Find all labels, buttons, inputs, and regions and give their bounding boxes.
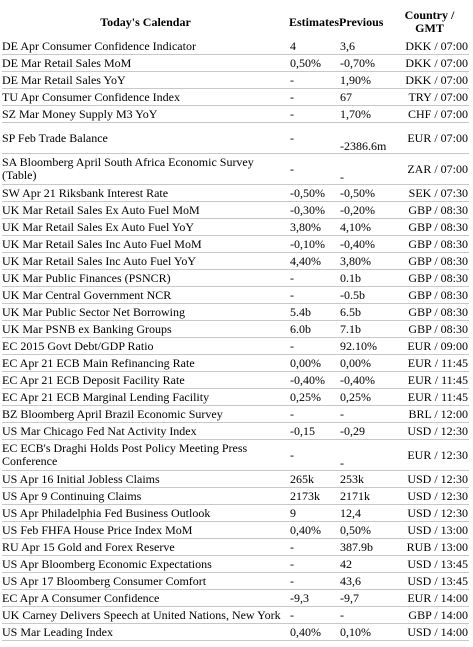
country-time-cell: BRL / 12:00 [390,406,469,423]
table-header-row [2,6,469,38]
event-cell: US Apr 16 Initial Jobless Claims [2,471,289,488]
table-row [2,389,469,406]
previous-cell: -0,20% [339,202,390,219]
country-time-cell: CHF / 07:00 [390,106,469,123]
table-row [2,607,469,624]
estimate-cell: - [289,287,339,304]
event-cell: EC 2015 Govt Debt/GDP Ratio [2,338,289,355]
table-row [2,539,469,556]
previous-cell: - [339,154,390,185]
estimate-cell: 2173k [289,488,339,505]
event-cell: SW Apr 21 Riksbank Interest Rate [2,185,289,202]
table-row [2,505,469,522]
country-time-cell: GBP / 08:30 [390,202,469,219]
estimate-cell: -9,3 [289,590,339,607]
event-cell: DE Apr Consumer Confidence Indicator [2,38,289,55]
event-cell: UK Mar Public Sector Net Borrowing [2,304,289,321]
estimate-cell: - [289,406,339,423]
estimate-cell: 0,00% [289,355,339,372]
event-cell: UK Carney Delivers Speech at United Nations, New York [2,607,289,624]
country-time-cell: RUB / 13:00 [390,539,469,556]
previous-cell: 0,25% [339,389,390,406]
estimate-cell: 5.4b [289,304,339,321]
table-row [2,106,469,123]
estimate-cell: - [289,154,339,185]
event-cell: US Mar Leading Index [2,624,289,641]
table-row [2,556,469,573]
previous-cell: 387.9b [339,539,390,556]
country-time-cell: USD / 14:00 [390,624,469,641]
table-row [2,154,469,185]
table-row [2,321,469,338]
event-cell: US Apr 17 Bloomberg Consumer Comfort [2,573,289,590]
estimate-cell: 0,40% [289,624,339,641]
event-cell: UK Mar Retail Sales Ex Auto Fuel MoM [2,202,289,219]
event-cell: DE Mar Retail Sales MoM [2,55,289,72]
country-time-cell: GBP / 08:30 [390,219,469,236]
estimate-cell: -0,50% [289,185,339,202]
event-cell: SP Feb Trade Balance [2,123,289,154]
event-cell: SA Bloomberg April South Africa Economic Survey (Table) [2,154,289,185]
header-country-gmt [390,6,469,38]
table-row [2,123,469,154]
event-cell: UK Mar Retail Sales Inc Auto Fuel MoM [2,236,289,253]
estimate-cell: 0,25% [289,389,339,406]
event-cell: EC Apr 21 ECB Main Refinancing Rate [2,355,289,372]
event-cell: UK Mar Retail Sales Ex Auto Fuel YoY [2,219,289,236]
estimate-cell: 4,40% [289,253,339,270]
event-cell: DE Mar Retail Sales YoY [2,72,289,89]
table-row [2,488,469,505]
event-cell: EC Apr 21 ECB Deposit Facility Rate [2,372,289,389]
table-row [2,372,469,389]
country-time-cell: EUR / 11:45 [390,355,469,372]
previous-cell: -0,29 [339,423,390,440]
estimate-cell: -0,15 [289,423,339,440]
previous-cell: 3,80% [339,253,390,270]
country-time-cell: ZAR / 07:00 [390,154,469,185]
header-event: Today's Calendar [100,14,191,29]
country-time-cell: EUR / 11:45 [390,372,469,389]
table-row [2,287,469,304]
estimate-cell: - [289,270,339,287]
previous-cell: 42 [339,556,390,573]
event-cell: US Apr Philadelphia Fed Business Outlook [2,505,289,522]
table-row [2,89,469,106]
table-row [2,270,469,287]
header-country-line2: GMT [415,21,444,35]
previous-cell: 7.1b [339,321,390,338]
header-country-line1: Country / [404,8,455,22]
previous-cell: 4,10% [339,219,390,236]
previous-cell: -0,40% [339,236,390,253]
estimate-cell: -0,30% [289,202,339,219]
previous-cell: - [339,406,390,423]
event-cell: EC Apr 21 ECB Marginal Lending Facility [2,389,289,406]
estimate-cell: - [289,338,339,355]
table-row [2,590,469,607]
table-row [2,624,469,641]
event-cell: EC Apr A Consumer Confidence [2,590,289,607]
event-cell: UK Mar PSNB ex Banking Groups [2,321,289,338]
table-row [2,522,469,539]
estimate-cell: -0,10% [289,236,339,253]
country-time-cell: DKK / 07:00 [390,72,469,89]
event-cell: US Apr Bloomberg Economic Expectations [2,556,289,573]
country-time-cell: USD / 13:45 [390,573,469,590]
table-row [2,423,469,440]
estimate-cell: 0,50% [289,55,339,72]
estimate-cell: 0,40% [289,522,339,539]
estimate-cell: 265k [289,471,339,488]
estimate-cell: 3,80% [289,219,339,236]
country-time-cell: EUR / 09:00 [390,338,469,355]
country-time-cell: EUR / 11:45 [390,389,469,406]
country-time-cell: GBP / 08:30 [390,253,469,270]
country-time-cell: GBP / 08:30 [390,304,469,321]
estimate-cell: - [289,556,339,573]
previous-cell: 253k [339,471,390,488]
table-row [2,72,469,89]
country-time-cell: USD / 12:30 [390,471,469,488]
estimate-cell: - [289,72,339,89]
country-time-cell: EUR / 14:00 [390,590,469,607]
estimate-cell: - [289,123,339,154]
table-row [2,471,469,488]
previous-cell: 2171k [339,488,390,505]
previous-cell: -0.5b [339,287,390,304]
previous-cell: 0,50% [339,522,390,539]
table-row [2,236,469,253]
event-cell: US Apr 9 Continuing Claims [2,488,289,505]
country-time-cell: DKK / 07:00 [390,55,469,72]
table-row [2,406,469,423]
estimate-cell: - [289,106,339,123]
estimate-cell: - [289,89,339,106]
event-cell: UK Mar Public Finances (PSNCR) [2,270,289,287]
country-time-cell: SEK / 07:30 [390,185,469,202]
header-previous: Previous [339,14,384,29]
previous-cell: 3,6 [339,38,390,55]
estimate-cell: - [289,440,339,471]
estimate-cell: -0,40% [289,372,339,389]
table-row [2,219,469,236]
estimate-cell: 9 [289,505,339,522]
previous-cell: -0,70% [339,55,390,72]
previous-cell: - [339,607,390,624]
estimate-cell: 6.0b [289,321,339,338]
event-cell: EC ECB's Draghi Holds Post Policy Meeting Press Conference [2,440,289,471]
event-cell: SZ Mar Money Supply M3 YoY [2,106,289,123]
country-time-cell: GBP / 08:30 [390,270,469,287]
calendar-rows [2,38,469,641]
estimate-cell: - [289,573,339,590]
previous-cell: -2386.6m [339,123,390,154]
previous-cell: 92.10% [339,338,390,355]
table-row [2,202,469,219]
country-time-cell: GBP / 14:00 [390,607,469,624]
event-cell: TU Apr Consumer Confidence Index [2,89,289,106]
country-time-cell: USD / 12:30 [390,505,469,522]
country-time-cell: USD / 12:30 [390,488,469,505]
previous-cell: 1,70% [339,106,390,123]
previous-cell: 0,10% [339,624,390,641]
country-time-cell: GBP / 08:30 [390,236,469,253]
table-row [2,253,469,270]
previous-cell: 6.5b [339,304,390,321]
event-cell: RU Apr 15 Gold and Forex Reserve [2,539,289,556]
country-time-cell: EUR / 07:00 [390,123,469,154]
previous-cell: 0.1b [339,270,390,287]
header-estimates: Estimates [289,14,339,29]
table-row [2,304,469,321]
previous-cell: 12,4 [339,505,390,522]
event-cell: US Mar Chicago Fed Nat Activity Index [2,423,289,440]
estimate-cell: - [289,607,339,624]
previous-cell: 43,6 [339,573,390,590]
estimate-cell: 4 [289,38,339,55]
previous-cell: -0,40% [339,372,390,389]
table-row [2,338,469,355]
table-row [2,38,469,55]
table-row [2,355,469,372]
country-time-cell: TRY / 07:00 [390,89,469,106]
previous-cell: 0,00% [339,355,390,372]
event-cell: UK Mar Retail Sales Inc Auto Fuel YoY [2,253,289,270]
estimate-cell: - [289,539,339,556]
table-row [2,55,469,72]
country-time-cell: GBP / 08:30 [390,287,469,304]
economic-calendar-table [2,6,469,641]
country-time-cell: GBP / 08:30 [390,321,469,338]
event-cell: US Feb FHFA House Price Index MoM [2,522,289,539]
table-row [2,185,469,202]
event-cell: BZ Bloomberg April Brazil Economic Survey [2,406,289,423]
previous-cell: -9,7 [339,590,390,607]
country-time-cell: USD / 13:45 [390,556,469,573]
table-row [2,573,469,590]
country-time-cell: EUR / 12:30 [390,440,469,471]
country-time-cell: DKK / 07:00 [390,38,469,55]
previous-cell: -0,50% [339,185,390,202]
table-row [2,440,469,471]
country-time-cell: USD / 13:00 [390,522,469,539]
previous-cell: - [339,440,390,471]
previous-cell: 67 [339,89,390,106]
country-time-cell: USD / 12:30 [390,423,469,440]
previous-cell: 1,90% [339,72,390,89]
event-cell: UK Mar Central Government NCR [2,287,289,304]
